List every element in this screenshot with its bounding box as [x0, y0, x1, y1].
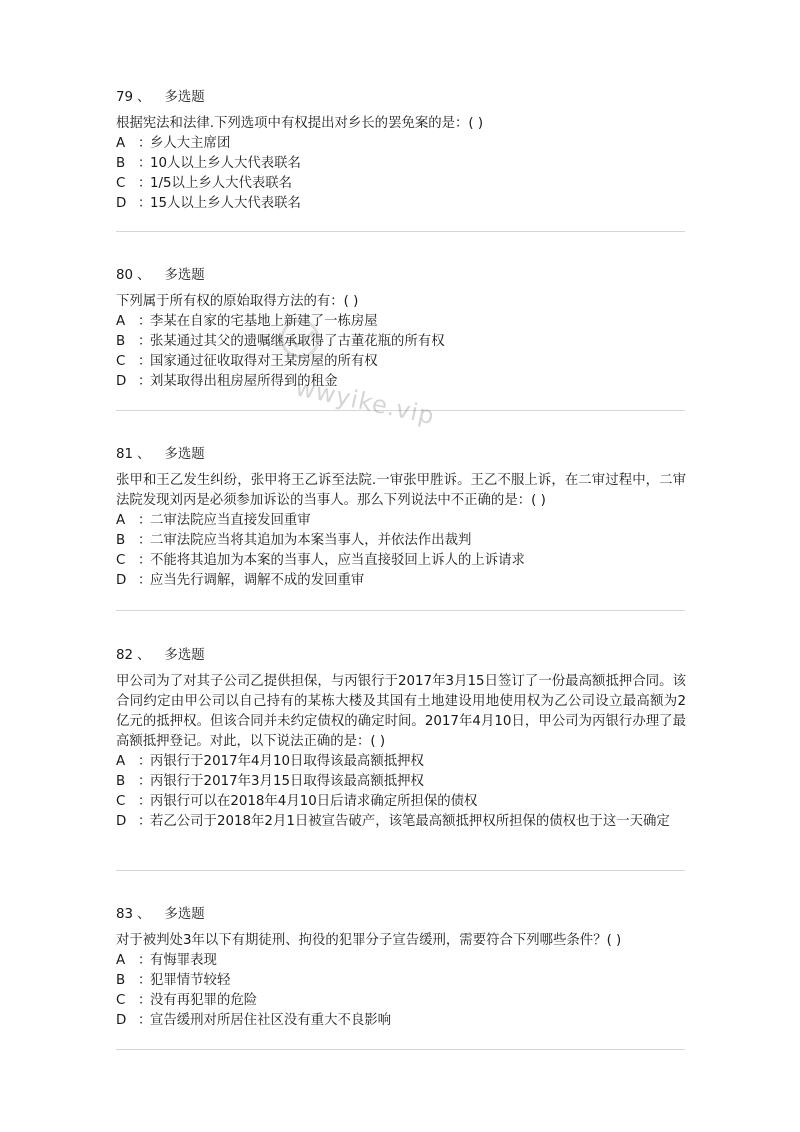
option-c — [116, 792, 686, 812]
option-label: A — [116, 754, 126, 769]
option-d — [116, 812, 686, 832]
option-colon: ： — [138, 314, 152, 329]
option-label: C — [116, 176, 126, 191]
option-colon: ： — [138, 374, 152, 389]
option-colon: ： — [138, 136, 152, 151]
question-separator: 、 — [137, 268, 151, 283]
option-colon: ： — [138, 533, 152, 548]
option-b — [116, 531, 686, 551]
option-text: 没有再犯罪的危险 — [150, 993, 258, 1008]
question-type: 多选题 — [164, 648, 205, 663]
question-81 — [116, 445, 686, 591]
question-header — [116, 905, 686, 925]
option-text: 若乙公司于2018年2月1日被宣告破产，该笔最高额抵押权所担保的债权也于这一天确定 — [150, 814, 670, 829]
option-colon: ： — [138, 573, 152, 588]
option-colon: ： — [138, 156, 152, 171]
question-divider — [116, 231, 685, 232]
option-c — [116, 991, 686, 1011]
option-colon: ： — [138, 513, 152, 528]
option-label: C — [116, 354, 126, 369]
option-label: A — [116, 513, 126, 528]
option-label: D — [116, 573, 127, 588]
option-label: A — [116, 136, 126, 151]
option-colon: ： — [138, 334, 152, 349]
option-label: B — [116, 774, 126, 789]
question-83 — [116, 905, 686, 1031]
question-header — [116, 646, 686, 666]
question-number: 79 — [116, 90, 134, 105]
option-label: B — [116, 334, 126, 349]
question-stem: 根据宪法和法律.下列选项中有权提出对乡长的罢免案的是：( ) — [116, 116, 484, 131]
option-label: A — [116, 953, 126, 968]
option-text: 宣告缓刑对所居住社区没有重大不良影响 — [150, 1013, 392, 1028]
option-colon: ： — [138, 196, 152, 211]
watermark-text: wwyike.vip — [292, 373, 438, 431]
question-separator: 、 — [137, 447, 151, 462]
option-text: 李某在自家的宅基地上新建了一栋房屋 — [150, 314, 378, 329]
question-type: 多选题 — [164, 447, 205, 462]
option-b — [116, 332, 686, 352]
option-d — [116, 194, 686, 214]
question-divider — [116, 410, 685, 411]
option-a — [116, 511, 686, 531]
option-text: 1/5以上乡人大代表联名 — [150, 176, 293, 191]
option-text: 有悔罪表现 — [150, 953, 217, 968]
option-colon: ： — [138, 814, 152, 829]
option-text: 国家通过征收取得对王某房屋的所有权 — [150, 354, 378, 369]
option-label: D — [116, 1013, 127, 1028]
option-colon: ： — [138, 794, 152, 809]
question-type: 多选题 — [164, 268, 205, 283]
option-colon: ： — [138, 1013, 152, 1028]
option-text: 15人以上乡人大代表联名 — [150, 196, 301, 211]
question-number: 81 — [116, 447, 134, 462]
option-label: A — [116, 314, 126, 329]
option-label: B — [116, 156, 126, 171]
question-stem: 甲公司为了对其子公司乙提供担保，与丙银行于2017年3月15日签订了一份最高额抵押合同。该合同约定由甲公司以自己持有的某栋大楼及其国有土地建设用地使用权为乙公司设立最高额为2亿元的抵押权。但该合同并未约定债权的确定时间。2017年4月10日，甲公司为丙银行办理了最高额抵押登记。对此，以下说法正确的是：( ) — [116, 674, 686, 749]
option-text: 不能将其追加为本案的当事人，应当直接驳回上诉人的上诉请求 — [150, 553, 525, 568]
question-stem: 下列属于所有权的原始取得方法的有：( ) — [116, 294, 359, 309]
option-label: C — [116, 553, 126, 568]
option-a — [116, 312, 686, 332]
option-b — [116, 772, 686, 792]
option-a — [116, 752, 686, 772]
option-text: 10人以上乡人大代表联名 — [150, 156, 301, 171]
option-colon: ： — [138, 354, 152, 369]
option-c — [116, 352, 686, 372]
option-a — [116, 951, 686, 971]
question-separator: 、 — [137, 90, 151, 105]
option-label: D — [116, 814, 127, 829]
question-header — [116, 266, 686, 286]
option-text: 应当先行调解，调解不成的发回重审 — [150, 573, 365, 588]
question-80 — [116, 266, 686, 392]
option-text: 二审法院应当将其追加为本案当事人，并依法作出裁判 — [150, 533, 472, 548]
question-number: 80 — [116, 268, 134, 283]
option-label: C — [116, 993, 126, 1008]
option-colon: ： — [138, 953, 152, 968]
question-79 — [116, 88, 686, 214]
option-c — [116, 174, 686, 194]
option-d — [116, 1011, 686, 1031]
question-type: 多选题 — [164, 907, 205, 922]
question-number: 82 — [116, 648, 134, 663]
question-divider — [116, 870, 685, 871]
question-separator: 、 — [137, 648, 151, 663]
option-colon: ： — [138, 993, 152, 1008]
option-colon: ： — [138, 176, 152, 191]
question-number: 83 — [116, 907, 134, 922]
option-label: D — [116, 196, 127, 211]
option-text: 丙银行于2017年3月15日取得该最高额抵押权 — [150, 774, 424, 789]
question-type: 多选题 — [164, 90, 205, 105]
option-text: 丙银行于2017年4月10日取得该最高额抵押权 — [150, 754, 424, 769]
option-text: 张某通过其父的遗嘱继承取得了古董花瓶的所有权 — [150, 334, 445, 349]
option-label: C — [116, 794, 126, 809]
question-divider — [116, 1049, 685, 1050]
question-separator: 、 — [137, 907, 151, 922]
question-divider — [116, 610, 685, 611]
question-82 — [116, 646, 686, 832]
option-text: 二审法院应当直接发回重审 — [150, 513, 311, 528]
option-d — [116, 571, 686, 591]
question-stem: 张甲和王乙发生纠纷，张甲将王乙诉至法院.一审张甲胜诉。王乙不服上诉，在二审过程中，二审法院发现刘丙是必须参加诉讼的当事人。那么下列说法中不正确的是：( ) — [116, 473, 686, 508]
question-header — [116, 445, 686, 465]
option-colon: ： — [138, 754, 152, 769]
option-colon: ： — [138, 553, 152, 568]
option-b — [116, 971, 686, 991]
question-stem: 对于被判处3年以下有期徒刑、拘役的犯罪分子宣告缓刑，需要符合下列哪些条件？( ) — [116, 933, 622, 948]
option-b — [116, 154, 686, 174]
question-header — [116, 88, 686, 108]
option-label: B — [116, 973, 126, 988]
option-a — [116, 134, 686, 154]
option-c — [116, 551, 686, 571]
option-colon: ： — [138, 774, 152, 789]
option-text: 乡人大主席团 — [150, 136, 231, 151]
option-label: B — [116, 533, 126, 548]
option-text: 丙银行可以在2018年4月10日后请求确定所担保的债权 — [150, 794, 478, 809]
option-label: D — [116, 374, 127, 389]
option-text: 犯罪情节较轻 — [150, 973, 231, 988]
option-text: 刘某取得出租房屋所得到的租金 — [150, 374, 338, 389]
option-d — [116, 372, 686, 392]
option-colon: ： — [138, 973, 152, 988]
